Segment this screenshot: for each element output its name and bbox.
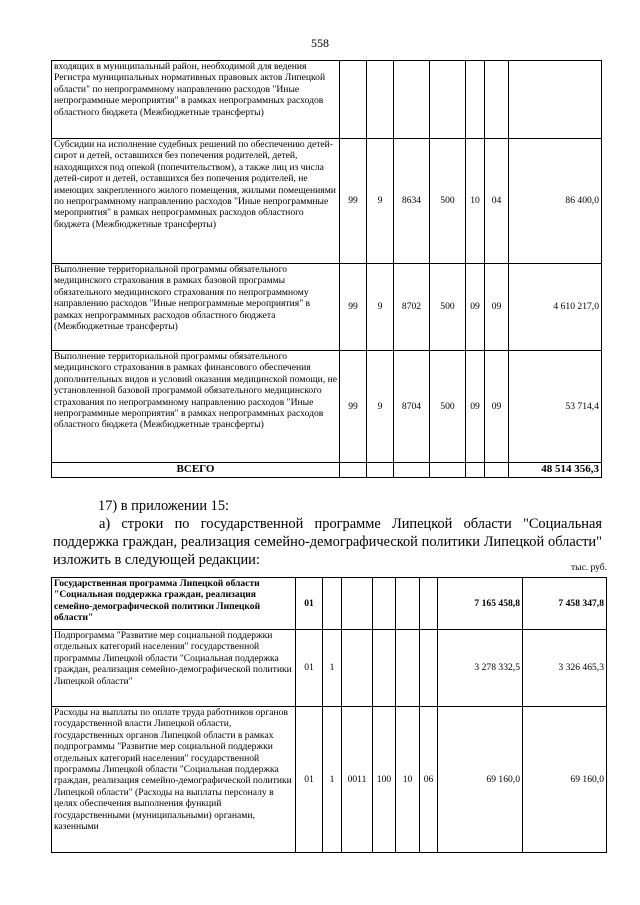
row-description: входящих в муниципальный район, необходимой для ведения Регистра муниципальных нормативных правовых актов Липецкой области" по непрограммному направлению расходов "Иные непрограммные мероприятия" в рамках непрограммных расходов областного бюджета (Межбюджетные трансферты) [52, 61, 340, 139]
code-cell [323, 578, 342, 630]
code-cell [342, 630, 373, 707]
code-cell [373, 578, 396, 630]
table-row [52, 707, 607, 853]
code-cell: 99 [340, 139, 367, 264]
code-cell: 10 [466, 139, 485, 264]
code-cell: 06 [420, 707, 438, 853]
code-cell: 500 [430, 139, 466, 264]
program-expenditure-table [51, 577, 607, 853]
table-row [52, 264, 602, 351]
amount-cell: 4 610 217,0 [509, 264, 602, 351]
code-cell: 01 [296, 707, 323, 853]
total-label: ВСЕГО [52, 463, 340, 478]
code-cell: 09 [485, 351, 509, 463]
amount-cell: 3 278 332,5 [438, 630, 523, 707]
code-cell: 1 [323, 630, 342, 707]
row-description: Расходы на выплаты по оплате труда работников органов государственной власти Липецкой области, государственных органов Липецкой области в рамках подпрограммы "Развитие мер социальной поддержки отдельных категорий населения" государственной программы Липецкой области "Социальная поддержка граждан, реализация семейно-демографической политики Липецкой области" (Расходы на выплаты персоналу в целях обеспечения выполнения функций государственными (муниципальными) органами, казенными [52, 707, 296, 853]
code-cell: 9 [367, 264, 394, 351]
code-cell [373, 630, 396, 707]
code-cell [342, 578, 373, 630]
row-description: Выполнение территориальной программы обязательного медицинского страхования в рамках базовой программы обязательного медицинского страхования по непрограммному направлению расходов "Иные непрограммные мероприятия" в рамках непрограммных расходов областного бюджета (Межбюджетные трансферты) [52, 264, 340, 351]
expenditure-table-continued [51, 60, 602, 478]
table-row [52, 139, 602, 264]
code-cell: 99 [340, 264, 367, 351]
code-cell: 09 [466, 264, 485, 351]
amount-cell: 69 160,0 [438, 707, 523, 853]
page-number: 558 [311, 36, 329, 50]
code-cell: 1 [323, 707, 342, 853]
code-cell [420, 630, 438, 707]
paragraph-item-17: 17) в приложении 15: [98, 498, 230, 514]
table-row [52, 578, 607, 630]
amount-cell: 86 400,0 [509, 139, 602, 264]
code-cell [394, 61, 430, 139]
code-cell: 10 [396, 707, 420, 853]
code-cell [466, 61, 485, 139]
code-cell: 500 [430, 351, 466, 463]
code-cell [396, 578, 420, 630]
code-cell: 01 [296, 578, 323, 630]
code-cell [396, 630, 420, 707]
code-cell: 500 [430, 264, 466, 351]
table-row [52, 61, 602, 139]
code-cell: 01 [296, 630, 323, 707]
code-cell [485, 61, 509, 139]
amount-cell: 7 165 458,8 [438, 578, 523, 630]
code-cell: 8704 [394, 351, 430, 463]
paragraph-subitem-a: а) строки по государственной программе Липецкой области "Социальная поддержка граждан, реализация семейно-демографической политики Липецкой области" изложить в следующей редакции: [53, 516, 602, 568]
table-row [52, 351, 602, 463]
code-cell [430, 61, 466, 139]
amount-cell [509, 61, 602, 139]
code-cell [340, 61, 367, 139]
code-cell: 0011 [342, 707, 373, 853]
row-description: Государственная программа Липецкой области "Социальная поддержка граждан, реализация семейно-демографической политики Липецкой области" [52, 578, 296, 630]
table-row [52, 630, 607, 707]
row-description: Выполнение территориальной программы обязательного медицинского страхования в рамках финансового обеспечения дополнительных видов и условий оказания медицинской помощи, не установленной базовой программой обязательного медицинского страхования по непрограммному направлению расходов "Иные непрограммные мероприятия" в рамках непрограммных расходов областного бюджета (Межбюджетные трансферты) [52, 351, 340, 463]
unit-label: тыс. руб. [571, 563, 607, 573]
amount-cell: 69 160,0 [523, 707, 607, 853]
code-cell: 8634 [394, 139, 430, 264]
code-cell: 8702 [394, 264, 430, 351]
code-cell: 09 [466, 351, 485, 463]
total-row [52, 463, 602, 478]
row-description: Субсидии на исполнение судебных решений по обеспечению детей-сирот и детей, оставшихся без попечения родителей, детей, находящихся под опекой (попечительством), а также лиц из числа детей-сирот и детей, оставшихся без попечения родителей, не имеющих закрепленного жилого помещения, жилыми помещениями по непрограммному направлению расходов "Иные непрограммные мероприятия" в рамках непрограммных расходов областного бюджета (Межбюджетные трансферты) [52, 139, 340, 264]
code-cell: 9 [367, 351, 394, 463]
code-cell: 9 [367, 139, 394, 264]
amount-cell: 3 326 465,3 [523, 630, 607, 707]
amount-cell: 7 458 347,8 [523, 578, 607, 630]
code-cell: 09 [485, 264, 509, 351]
code-cell: 100 [373, 707, 396, 853]
code-cell: 04 [485, 139, 509, 264]
code-cell: 99 [340, 351, 367, 463]
row-description: Подпрограмма "Развитие мер социальной поддержки отдельных категорий населения" государственной программы Липецкой области "Социальная поддержка граждан, реализация семейно-демографической политики Липецкой области" [52, 630, 296, 707]
amount-cell: 53 714,4 [509, 351, 602, 463]
code-cell [367, 61, 394, 139]
total-value: 48 514 356,3 [509, 463, 602, 478]
code-cell [420, 578, 438, 630]
